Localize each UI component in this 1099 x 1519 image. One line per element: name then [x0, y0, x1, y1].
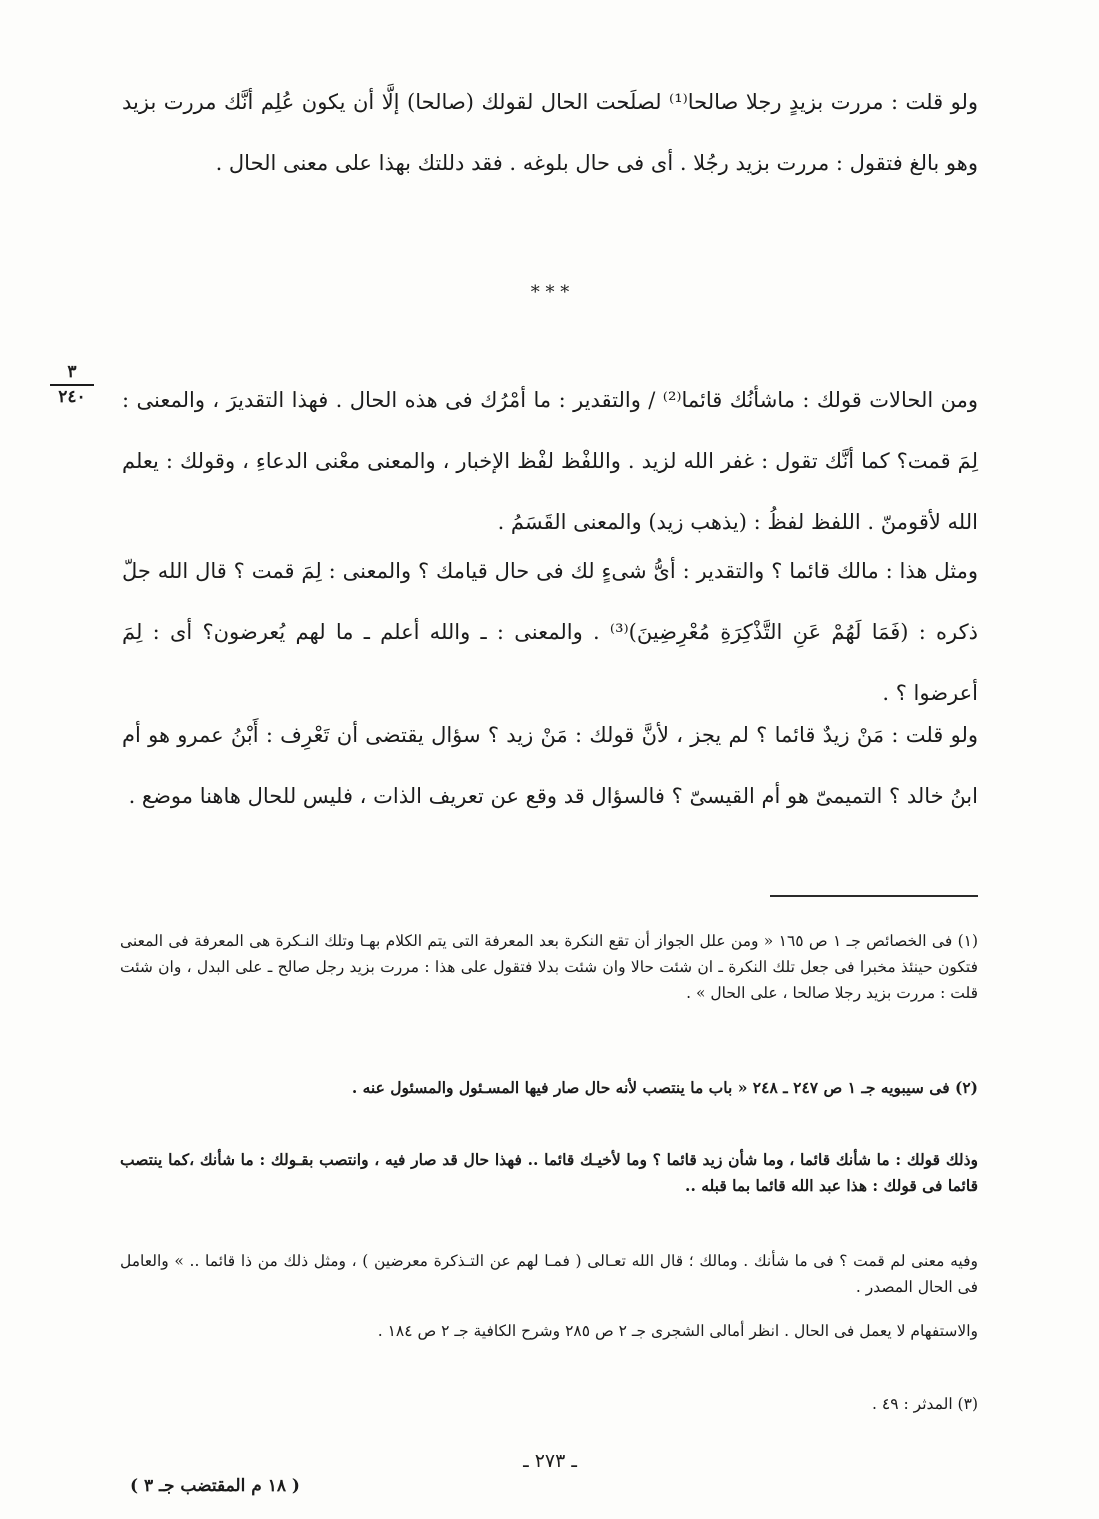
paragraph-4: ولو قلت : مَنْ زيدٌ قائما ؟ لم يجز ، لأنَّ قولك : مَنْ زيد ؟ سؤال يقتضى أن تَعْرِف : أَبْنُ عمرو هو أم ابنُ خالد ؟ التميمىّ هو أم القيسىّ ؟ فالسؤال قد وقع عن تعريف الذات ، فليس للحال هاهنا موضع .	[122, 723, 978, 808]
section-separator: * * *	[530, 282, 570, 303]
page-number: ـ ٢٧٣ ـ	[523, 1450, 577, 1472]
footnote-separator-rule	[770, 895, 978, 897]
footnote-2-continued-b: وفيه معنى لم قمت ؟ فى ما شأنك . ومالك ؛ قال الله تعـالى ( فمـا لهم عن التـذكرة معرضين ) ، ومثل ذلك من ذا قائما .. » والعامل فى الحال المصدر .	[120, 1252, 978, 1296]
paragraph-3: ومثل هذا : مالك قائما ؟ والتقدير : أىُّ شىءٍ لك فى حال قيامك ؟ والمعنى : لِمَ قمت ؟ قال الله جلّ ذكره : (فَمَا لَهُمْ عَنِ التَّذْكِرَةِ مُعْرِضِينَ)⁽³⁾ . والمعنى : ـ والله أعلم ـ ما لهم يُعرضون؟ أى : لِمَ أعرضوا ؟ .	[122, 559, 978, 705]
signature-mark: ( ١٨ م المقتضب جـ ٣ )	[130, 1476, 300, 1496]
margin-page-reference	[50, 362, 94, 407]
footnote-2-continued-a: وذلك قولك : ما شأنك قائما ، وما شأن زيد قائما ؟ وما لأخيـك قائما .. فهذا حال قد صار فيه ، وانتصب بقـولك : ما شأنك ،كما ينتصب قائما فى قولك : هذا عبد الله قائما بما قبله ..	[120, 1150, 978, 1195]
footnote-1: (١) فى الخصائص جـ ١ ص ١٦٥ « ومن علل الجواز أن تقع النكرة بعد المعرفة التى يتم الكلام بهـا وتلك النـكرة هى المعرفة فى المعنى فتكون حينئذ مخبرا فى جعل تلك النكرة ـ ان شئت حالا وان شئت بدلا فتقول على هذا : مررت بزيد رجل صالح ـ على البدل ، وان شئت قلت : مررت بزيد رجلا صالحا ، على الحال » .	[120, 932, 979, 1002]
paragraph-2: ومن الحالات قولك : ماشأنُك قائما⁽²⁾ / والتقدير : ما أمْرُك فى هذه الحال . فهذا التقديرَ ، والمعنى : لِمَ قمت؟ كما أنَّك تقول : غفر الله لزيد . واللفْظ لفْظ الإخبار ، والمعنى معْنى الدعاءِ ، وقولك : يعلم الله لأقومنّ . اللفظ لفظُ : (يذهب زيد) والمعنى القَسَمُ .	[122, 388, 978, 534]
footnote-2: (٢) فى سيبويه جـ ١ ص ٢٤٧ ـ ٢٤٨ « باب ما ينتصب لأنه حال صار فيها المسـئول والمسئول عنه .	[351, 1078, 978, 1097]
margin-reference-volume: ٣	[50, 362, 94, 386]
footnote-2-continued-c: والاستفهام لا يعمل فى الحال . انظر أمالى الشجرى جـ ٢ ص ٢٨٥ وشرح الكافية جـ ٢ ص ١٨٤ .	[377, 1322, 978, 1340]
margin-reference-page: ٢٤٠	[58, 387, 86, 407]
footnote-3: (٣) المدثر : ٤٩ .	[872, 1395, 978, 1413]
paragraph-1: ولو قلت : مررت بزيدٍ رجلا صالحا⁽¹⁾ لصلَحت الحال لقولك (صالحا) إلَّا أن يكون عُلِم أنَّك مررت بزيد وهو بالغ فتقول : مررت بزيد رجُلا . أى فى حال بلوغه . فقد دللتك بهذا على معنى الحال .	[122, 90, 978, 175]
